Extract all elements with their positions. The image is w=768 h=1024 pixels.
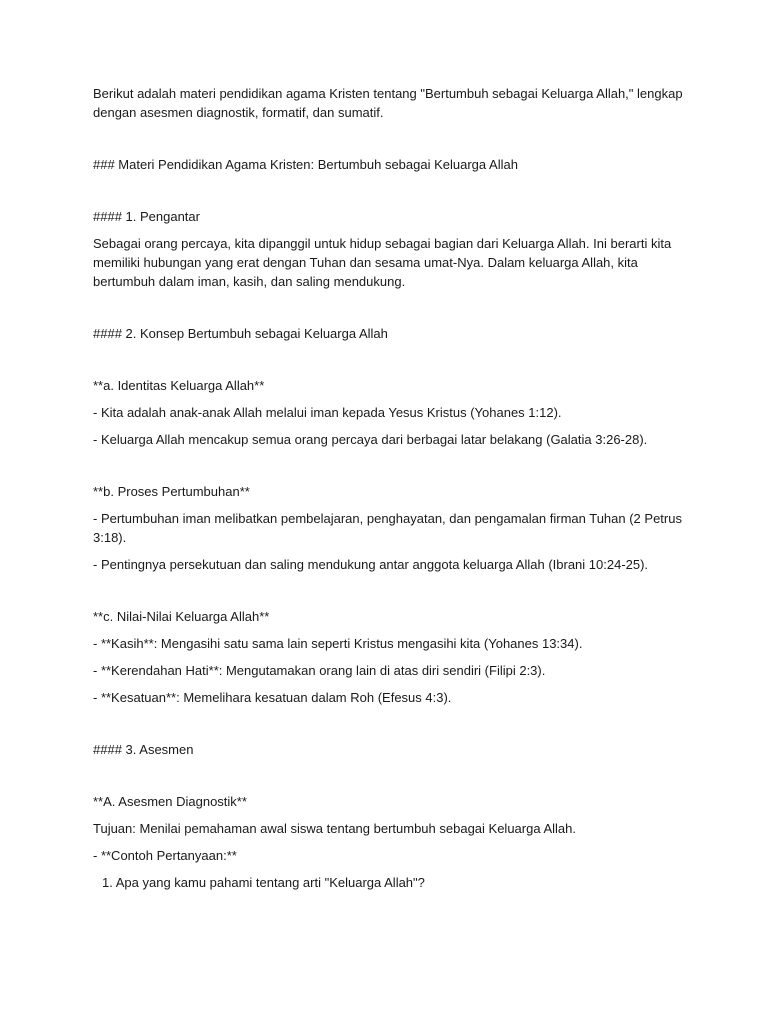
example-label: - **Contoh Pertanyaan:** [93, 848, 237, 863]
list-item: - **Kerendahan Hati**: Mengutamakan orang lain di atas diri sendiri (Filipi 2:3). [93, 663, 546, 678]
spacer [93, 457, 683, 482]
list-item: - Pentingnya persekutuan dan saling mendukung antar anggota keluarga Allah (Ibrani 10:24-25). [93, 557, 649, 572]
list-item: - Pertumbuhan iman melibatkan pembelajaran, penghayatan, dan pengamalan firman Tuhan (2 Petrus 3:18). [93, 511, 682, 545]
section2-heading: #### 2. Konsep Bertumbuh sebagai Keluarga Allah [93, 326, 388, 341]
spacer [93, 767, 683, 792]
section2a-heading: **a. Identitas Keluarga Allah** [93, 378, 265, 393]
spacer [93, 715, 683, 740]
list-item: - **Kasih**: Mengasihi satu sama lain seperti Kristus mengasihi kita (Yohanes 13:34). [93, 636, 583, 651]
list-item: - Kita adalah anak-anak Allah melalui iman kepada Yesus Kristus (Yohanes 1:12). [93, 405, 562, 420]
spacer [93, 299, 683, 324]
spacer [93, 130, 683, 155]
section3-heading: #### 3. Asesmen [93, 742, 194, 757]
section2c-heading: **c. Nilai-Nilai Keluarga Allah** [93, 609, 270, 624]
spacer [93, 182, 683, 207]
document-content [93, 84, 683, 900]
section1-heading: #### 1. Pengantar [93, 209, 200, 224]
question-item: 1. Apa yang kamu pahami tentang arti "Keluarga Allah"? [102, 875, 425, 890]
list-item: - Keluarga Allah mencakup semua orang percaya dari berbagai latar belakang (Galatia 3:26-28). [93, 432, 648, 447]
list-item: - **Kesatuan**: Memelihara kesatuan dalam Roh (Efesus 4:3). [93, 690, 452, 705]
section3a-purpose: Tujuan: Menilai pemahaman awal siswa tentang bertumbuh sebagai Keluarga Allah. [93, 821, 576, 836]
section3a-heading: **A. Asesmen Diagnostik** [93, 794, 247, 809]
spacer [93, 351, 683, 376]
spacer [93, 582, 683, 607]
main-heading: ### Materi Pendidikan Agama Kristen: Bertumbuh sebagai Keluarga Allah [93, 157, 518, 172]
section1-body: Sebagai orang percaya, kita dipanggil untuk hidup sebagai bagian dari Keluarga Allah. Ini berarti kita memiliki hubungan yang erat dengan Tuhan dan sesama umat-Nya. Dalam keluarga Allah, kita bertumbuh dalam iman, kasih, dan saling mendukung. [93, 236, 672, 289]
intro-paragraph: Berikut adalah materi pendidikan agama Kristen tentang "Bertumbuh sebagai Keluarga Allah," lengkap dengan asesmen diagnostik, formatif, dan sumatif. [93, 86, 683, 120]
section2b-heading: **b. Proses Pertumbuhan** [93, 484, 250, 499]
